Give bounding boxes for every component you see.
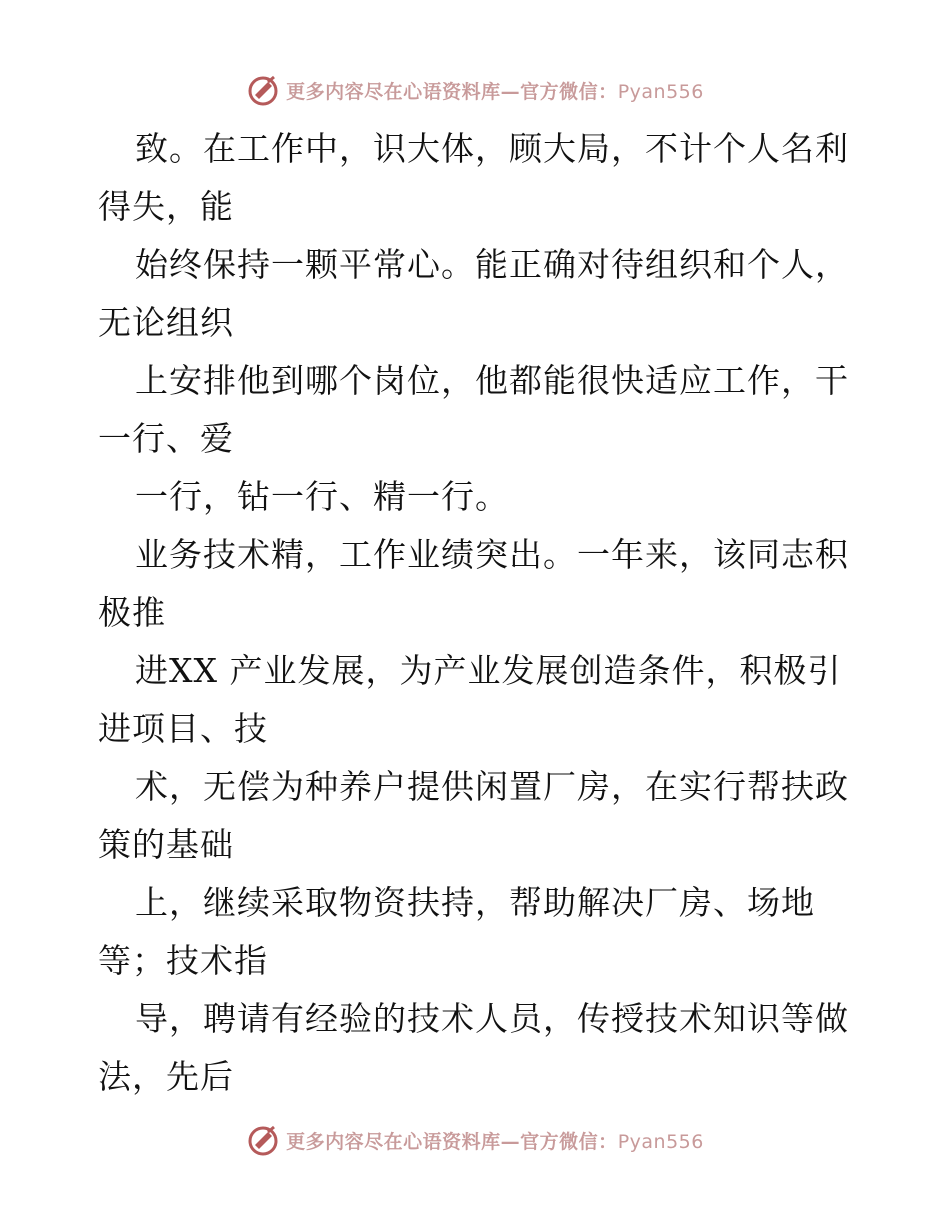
text-line: 上，继续采取物资扶持，帮助解决厂房、场地 <box>135 883 815 922</box>
pen-logo-icon <box>246 73 280 107</box>
text-line: 一行、爱 <box>98 419 234 458</box>
text-line: 进项目、技 <box>98 709 268 748</box>
header-text: 更多内容尽在心语资料库—官方微信：Pyan556 <box>286 80 704 103</box>
footer-banner <box>0 1120 950 1160</box>
text-line: 始终保持一颗平常心。能正确对待组织和个人， <box>135 245 849 284</box>
text-line: 进XX 产业发展，为产业发展创造条件，积极引 <box>135 651 842 690</box>
document-body <box>98 120 858 1106</box>
text-line: 策的基础 <box>98 825 234 864</box>
text-line: 法，先后 <box>98 1057 234 1096</box>
text-line: 无论组织 <box>98 303 234 342</box>
text-line: 业务技术精，工作业绩突出。一年来，该同志积 <box>135 535 849 574</box>
text-line: 极推 <box>98 593 166 632</box>
text-line: 导，聘请有经验的技术人员，传授技术知识等做 <box>135 999 849 1038</box>
text-line: 致。在工作中，识大体，顾大局，不计个人名利 <box>135 129 849 168</box>
text-line: 一行，钻一行、精一行。 <box>135 477 509 516</box>
footer-text: 更多内容尽在心语资料库—官方微信：Pyan556 <box>286 1130 704 1153</box>
text-line: 等；技术指 <box>98 941 268 980</box>
text-line: 上安排他到哪个岗位，他都能很快适应工作，干 <box>135 361 849 400</box>
pen-logo-icon <box>246 1123 280 1157</box>
text-line: 得失，能 <box>98 187 234 226</box>
header-banner <box>0 70 950 110</box>
text-line: 术，无偿为种养户提供闲置厂房，在实行帮扶政 <box>135 767 849 806</box>
